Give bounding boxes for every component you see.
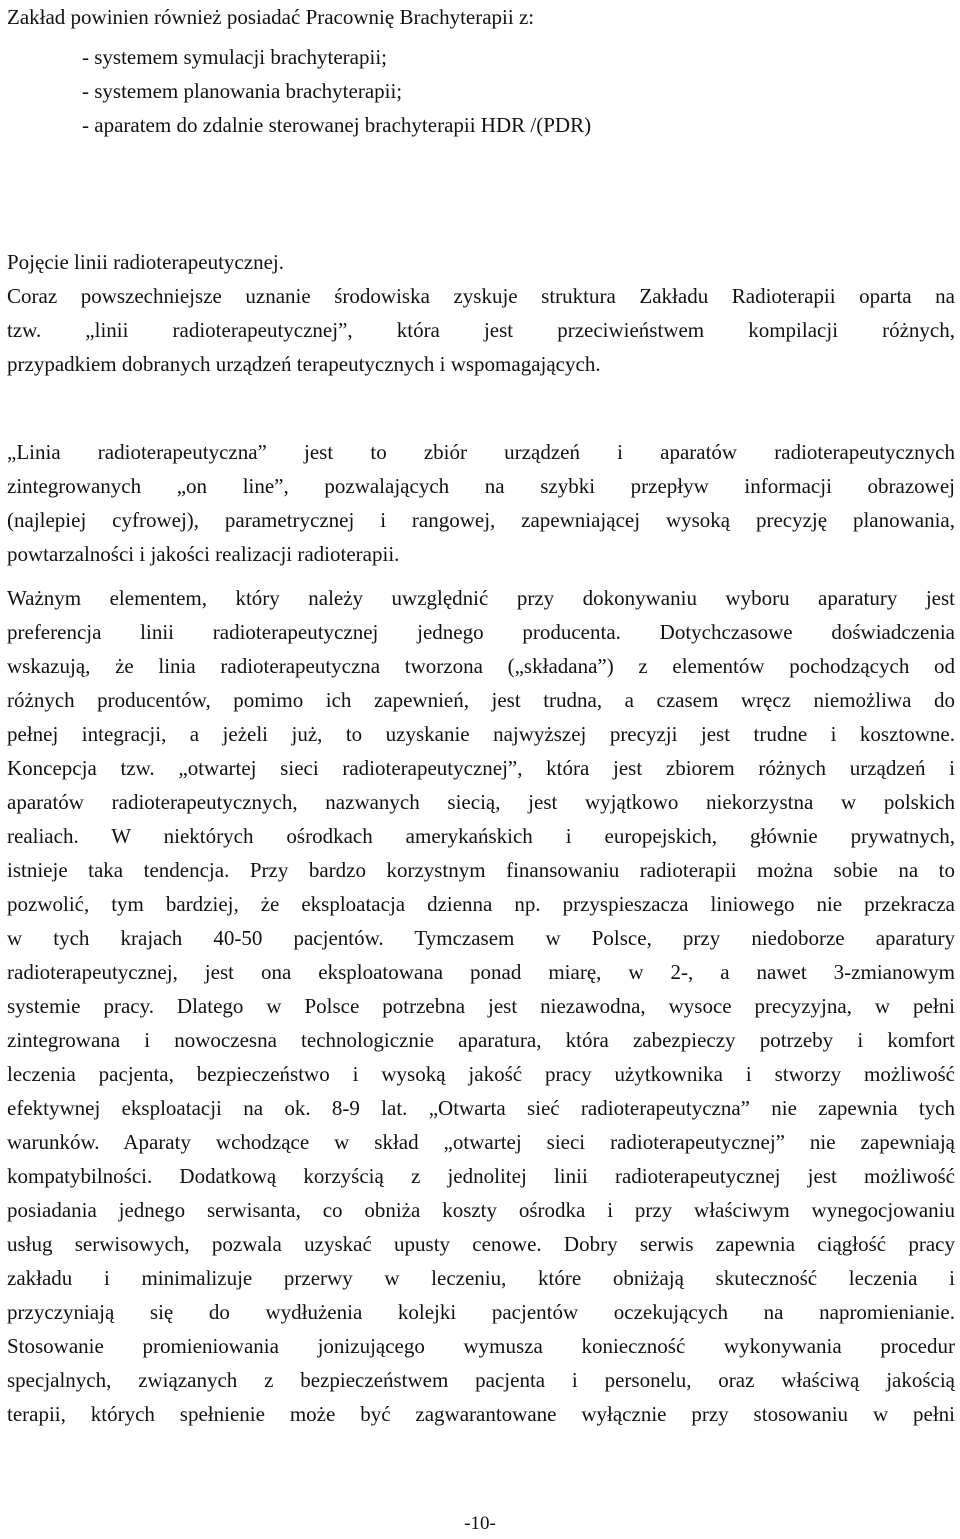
list-item: - systemem symulacji brachyterapii; [82, 45, 387, 69]
intro-line: Zakład powinien również posiadać Pracownię Brachyterapii z: [7, 5, 535, 29]
paragraph-line: istnieje taka tendencja. Przy bardzo korzystnym finansowaniu radioterapii można sobie na to [7, 858, 955, 882]
paragraph-line: realiach. W niektórych ośrodkach amerykańskich i europejskich, głównie prywatnych, [7, 824, 955, 848]
equipment-list [7, 40, 955, 142]
paragraph-line: posiadania jednego serwisanta, co obniża koszty ośrodka i przy właściwym wynegocjowaniu [7, 1198, 955, 1222]
intro-block [7, 0, 955, 34]
paragraph-line: „Linia radioterapeutyczna” jest to zbiór urządzeń i aparatów radioterapeutycznych [7, 440, 955, 464]
paragraph-line: systemie pracy. Dlatego w Polsce potrzebna jest niezawodna, wysoce precyzyjna, w pełni [7, 994, 955, 1018]
paragraph-line: kompatybilności. Dodatkową korzyścią z jednolitej linii radioterapeutycznej jest możliwość [7, 1164, 955, 1188]
paragraph-line: przyczyniają się do wydłużenia kolejki pacjentów oczekujących na napromienianie. [7, 1300, 955, 1324]
paragraph-line: zakładu i minimalizuje przerwy w leczeniu, które obniżają skuteczność leczenia i [7, 1266, 955, 1290]
paragraph-line: w tych krajach 40-50 pacjentów. Tymczasem w Polsce, przy niedoborze aparatury [7, 926, 955, 950]
section-title-block [7, 245, 955, 279]
paragraph-line: różnych producentów, pomimo ich zapewnień, jest trudna, a czasem wręcz niemożliwa do [7, 688, 955, 712]
paragraph-line: powtarzalności i jakości realizacji radioterapii. [7, 542, 400, 566]
paragraph-1 [7, 279, 955, 381]
paragraph-line: przypadkiem dobranych urządzeń terapeutycznych i wspomagających. [7, 352, 601, 376]
page-number: -10- [464, 1513, 496, 1534]
list-item: - systemem planowania brachyterapii; [82, 79, 403, 103]
paragraph-line: radioterapeutycznej, jest ona eksploatowana ponad miarę, w 2-, a nawet 3-zmianowym [7, 960, 955, 984]
paragraph-line: zintegrowana i nowoczesna technologicznie aparatura, która zabezpieczy potrzeby i komfort [7, 1028, 955, 1052]
paragraph-line: Ważnym elementem, który należy uwzględnić przy dokonywaniu wyboru aparatury jest [7, 586, 955, 610]
paragraph-line: (najlepiej cyfrowej), parametrycznej i rangowej, zapewniającej wysoką precyzję planowania, [7, 508, 955, 532]
paragraph-line: terapii, których spełnienie może być zagwarantowane wyłącznie przy stosowaniu w pełni [7, 1402, 955, 1426]
paragraph-line: zintegrowanych „on line”, pozwalających na szybki przepływ informacji obrazowej [7, 474, 955, 498]
paragraph-2 [7, 435, 955, 571]
paragraph-line: pełnej integracji, a jeżeli już, to uzyskanie najwyższej precyzji jest trudne i kosztowne. [7, 722, 955, 746]
paragraph-line: Koncepcja tzw. „otwartej sieci radioterapeutycznej”, która jest zbiorem różnych urządzeń i [7, 756, 955, 780]
paragraph-line: Stosowanie promieniowania jonizującego wymusza konieczność wykonywania procedur [7, 1334, 955, 1358]
paragraph-line: warunków. Aparaty wchodzące w skład „otwartej sieci radioterapeutycznej” nie zapewniają [7, 1130, 955, 1154]
paragraph-line: aparatów radioterapeutycznych, nazwanych siecią, jest wyjątkowo niekorzystna w polskich [7, 790, 955, 814]
section-title: Pojęcie linii radioterapeutycznej. [7, 250, 284, 274]
paragraph-line: wskazują, że linia radioterapeutyczna tworzona („składana”) z elementów pochodzących od [7, 654, 955, 678]
paragraph-line: preferencja linii radioterapeutycznej jednego producenta. Dotychczasowe doświadczenia [7, 620, 955, 644]
paragraph-3 [7, 581, 955, 1431]
paragraph-line: tzw. „linii radioterapeutycznej”, która jest przeciwieństwem kompilacji różnych, [7, 318, 955, 342]
paragraph-line: usług serwisowych, pozwala uzyskać upusty cenowe. Dobry serwis zapewnia ciągłość pracy [7, 1232, 955, 1256]
paragraph-line: Coraz powszechniejsze uznanie środowiska zyskuje struktura Zakładu Radioterapii oparta na [7, 284, 955, 308]
paragraph-line: efektywnej eksploatacji na ok. 8-9 lat. „Otwarta sieć radioterapeutyczna” nie zapewnia tych [7, 1096, 955, 1120]
paragraph-line: pozwolić, tym bardziej, że eksploatacja dzienna np. przyspieszacza liniowego nie przekracza [7, 892, 955, 916]
paragraph-line: leczenia pacjenta, bezpieczeństwo i wysoką jakość pracy użytkownika i stworzy możliwość [7, 1062, 955, 1086]
list-item: - aparatem do zdalnie sterowanej brachyterapii HDR /(PDR) [82, 113, 592, 137]
paragraph-line: specjalnych, związanych z bezpieczeństwem pacjenta i personelu, oraz właściwą jakością [7, 1368, 955, 1392]
